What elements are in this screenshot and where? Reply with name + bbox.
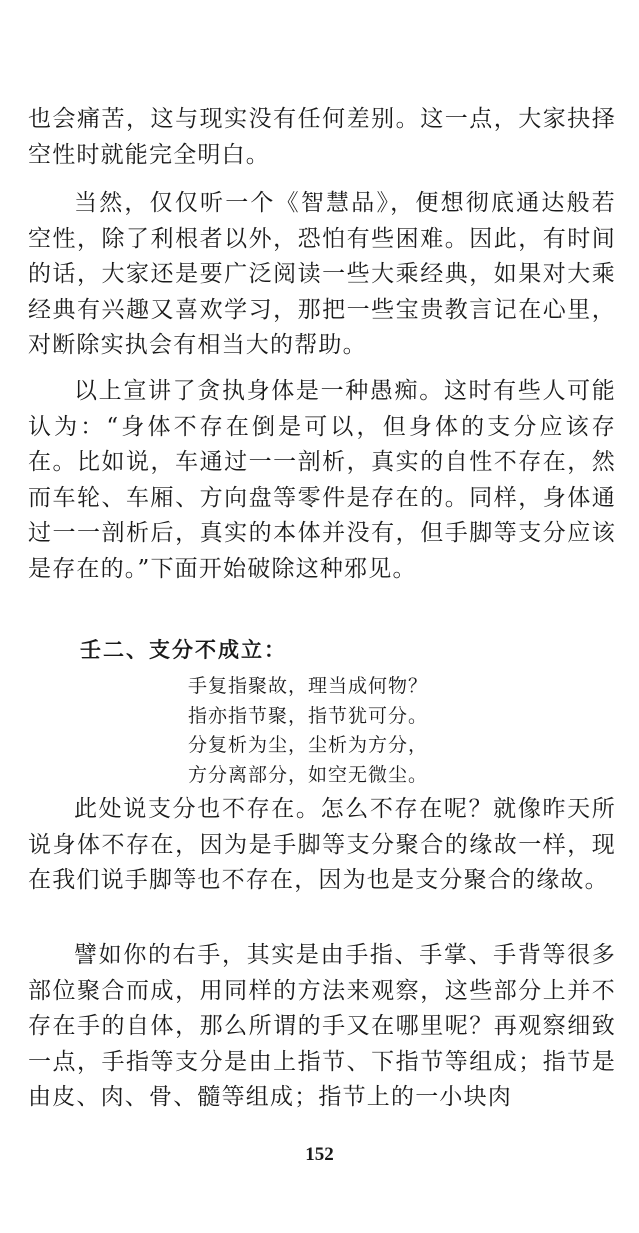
paragraph-hand-example: 譬如你的右手，其实是由手指、手掌、手背等很多部位聚合而成，用同样的方法来观察，这些部分上并不存在手的自体，那么所谓的手又在哪里呢？再观察细致一点，手指等支分是由上指节、下指节等组成；指节是由皮、肉、骨、髓等组成；指节上的一小块肉 (28, 942, 616, 1110)
section-heading: 壬二、支分不成立： (80, 637, 287, 662)
verse-line-1: 手复指聚故，理当成何物？ (188, 675, 429, 697)
paragraph-body-attachment: 以上宣讲了贪执身体是一种愚痴。这时有些人可能认为：“身体不存在倒是可以，但身体的支分应该存在。比如说，车通过一一剖析，真实的自性不存在，然而车轮、车厢、方向盘等零件是存在的。同样，身体通过一一剖析后，真实的本体并没有，但手脚等支分应该是存在的。”下面开始破除这种邪见。 (28, 378, 616, 582)
paragraph-continuation: 也会痛苦，这与现实没有任何差别。这一点，大家抉择空性时就能完全明白。 (28, 106, 616, 168)
verse-line-2: 指亦指节聚，指节犹可分。 (188, 704, 429, 727)
paragraph-prajna: 当然，仅仅听一个《智慧品》，便想彻底通达般若空性，除了利根者以外，恐怕有些困难。因此，有时间的话，大家还是要广泛阅读一些大乘经典，如果对大乘经典有兴趣又喜欢学习，那把一些宝贵教言记在心里，对断除实执会有相当大的帮助。 (28, 190, 616, 358)
page-number: 152 (305, 1144, 334, 1165)
verse-line-3: 分复析为尘，尘析为方分， (188, 734, 429, 756)
verse-line-4: 方分离部分，如空无微尘。 (188, 763, 429, 786)
paragraph-commentary: 此处说支分也不存在。怎么不存在呢？就像昨天所说身体不存在，因为是手脚等支分聚合的缘故一样，现在我们说手脚等也不存在，因为也是支分聚合的缘故。 (28, 796, 616, 893)
verse-block (188, 672, 428, 790)
